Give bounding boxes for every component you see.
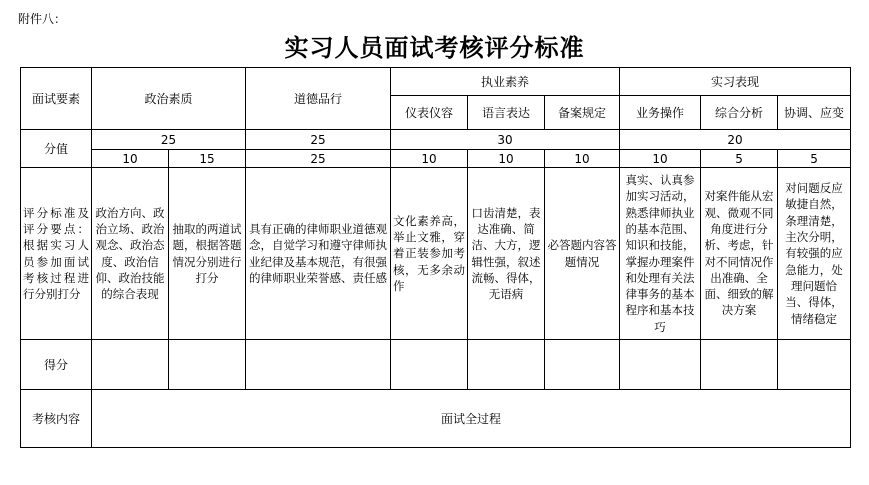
score-cell-political-a[interactable]	[92, 340, 169, 390]
criteria-political-a: 政治方向、政治立场、政治观念、政治态度、政治信仰、政治技能的综合表现	[92, 168, 169, 340]
score-ethics-total: 25	[246, 130, 391, 150]
content-value: 面试全过程	[92, 390, 851, 448]
subheader-filing: 备案规定	[545, 96, 620, 130]
subheader-appearance: 仪表仪容	[391, 96, 468, 130]
criteria-coordination: 对问题反应敏捷自然，条理清楚，主次分明，有较强的应急能力，处理问题恰当、得体，情绪稳定	[778, 168, 851, 340]
score-business: 10	[620, 150, 701, 168]
score-practice-total: 30	[391, 130, 620, 150]
score-political-total: 25	[92, 130, 246, 150]
criteria-analysis: 对案件能从宏观、微观不同角度进行分析、考虑，针对不同情况作出准确、全面、细致的解决方案	[701, 168, 778, 340]
header-practice-quality: 执业素养	[391, 68, 620, 96]
score-political-b: 15	[169, 150, 246, 168]
score-appearance: 10	[391, 150, 468, 168]
scoring-table	[20, 67, 851, 448]
score-cell-coordination[interactable]	[778, 340, 851, 390]
header-interview-item: 面试要素	[21, 68, 92, 130]
subheader-language: 语言表达	[468, 96, 545, 130]
score-cell-filing[interactable]	[545, 340, 620, 390]
header-ethics: 道德品行	[246, 68, 391, 130]
score-ethics: 25	[246, 150, 391, 168]
score-coordination: 5	[778, 150, 851, 168]
score-cell-business[interactable]	[620, 340, 701, 390]
criteria-political-b: 抽取的两道试题，根据答题情况分别进行打分	[169, 168, 246, 340]
criteria-filing: 必答题内容答题情况	[545, 168, 620, 340]
score-language: 10	[468, 150, 545, 168]
score-internship-total: 20	[620, 130, 851, 150]
criteria-language: 口齿清楚，表达准确、简洁、大方，逻辑性强，叙述流畅、得体，无语病	[468, 168, 545, 340]
subheader-analysis: 综合分析	[701, 96, 778, 130]
criteria-label: 评分标准及评分要点：根据实习人员参加面试考核过程进行分别打分	[21, 168, 92, 340]
subheader-coordination: 协调、应变	[778, 96, 851, 130]
header-internship: 实习表现	[620, 68, 851, 96]
score-cell-language[interactable]	[468, 340, 545, 390]
criteria-ethics: 具有正确的律师职业道德观念，自觉学习和遵守律师执业纪律及基本规范，有很强的律师职业荣誉感、责任感	[246, 168, 391, 340]
document-title: 实习人员面试考核评分标准	[284, 33, 585, 62]
attachment-label: 附件八：	[18, 12, 67, 26]
subheader-business: 业务操作	[620, 96, 701, 130]
criteria-appearance: 文化素养高，举止文雅，穿着正装参加考核，无多余动作	[391, 168, 468, 340]
header-political: 政治素质	[92, 68, 246, 130]
score-cell-analysis[interactable]	[701, 340, 778, 390]
content-label: 考核内容	[21, 390, 92, 448]
score-analysis: 5	[701, 150, 778, 168]
criteria-business: 真实、认真参加实习活动，熟悉律师执业的基本范围、知识和技能，掌握办理案件和处理有关法律事务的基本程序和基本技巧	[620, 168, 701, 340]
score-label: 分值	[21, 130, 92, 168]
score-row-label: 得分	[21, 340, 92, 390]
score-cell-ethics[interactable]	[246, 340, 391, 390]
score-cell-appearance[interactable]	[391, 340, 468, 390]
score-cell-political-b[interactable]	[169, 340, 246, 390]
score-political-a: 10	[92, 150, 169, 168]
score-filing: 10	[545, 150, 620, 168]
